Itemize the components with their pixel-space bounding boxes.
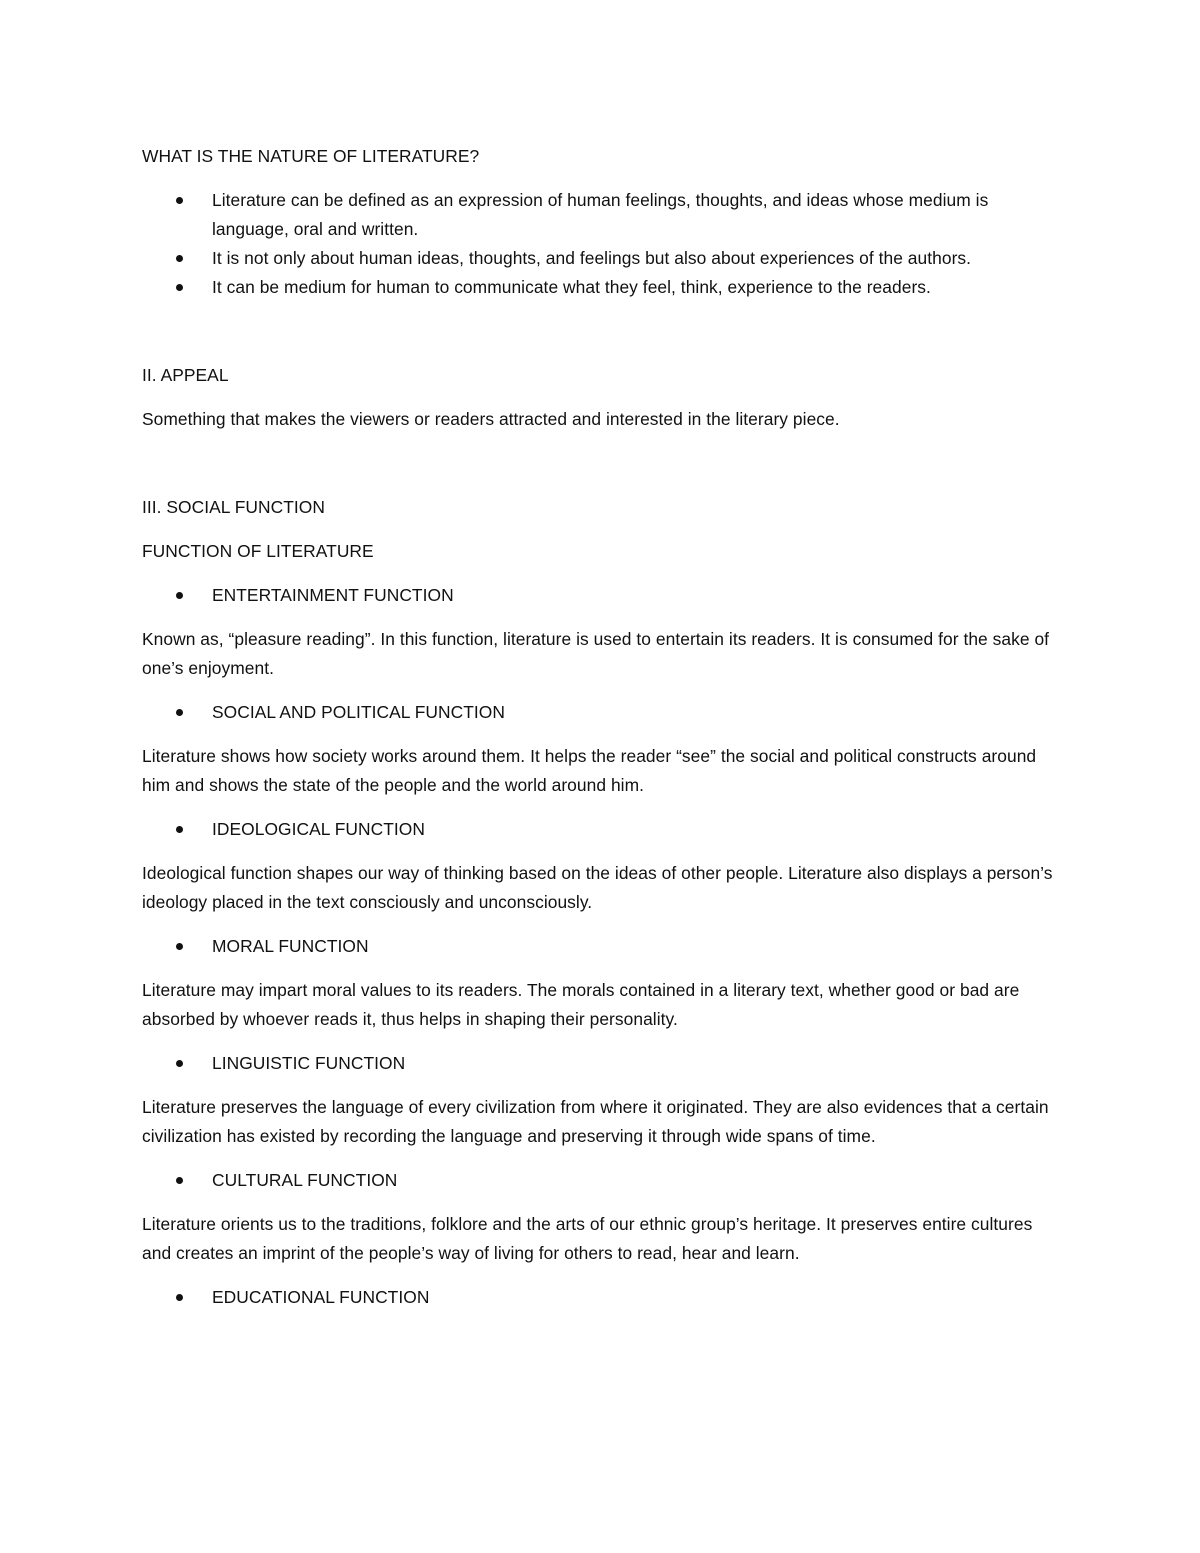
function-name: MORAL FUNCTION [212, 936, 369, 956]
function-description: Known as, “pleasure reading”. In this function, literature is used to entertain its readers. It is consumed for the sake of one’s enjoyment. [142, 629, 1050, 678]
bullet-dot-icon [176, 1177, 183, 1184]
function-name-item [142, 698, 1062, 727]
appeal-heading: II. APPEAL [142, 365, 229, 385]
function-description: Literature shows how society works around them. It helps the reader “see” the social and political constructs around him and shows the state of the people and the world around him. [142, 746, 1037, 795]
function-description: Literature may impart moral values to its readers. The morals contained in a literary text, whether good or bad are absorbed by whoever reads it, thus helps in shaping their personality. [142, 980, 1020, 1029]
function-name: ENTERTAINMENT FUNCTION [212, 585, 454, 605]
function-name: IDEOLOGICAL FUNCTION [212, 819, 425, 839]
function-description: Literature orients us to the traditions, folklore and the arts of our ethnic group’s heritage. It preserves entire cultures and creates an imprint of the people’s way of living for others to read, hear and learn. [142, 1214, 1033, 1263]
nature-bullet-list [142, 186, 1062, 302]
bullet-dot-icon [176, 943, 183, 950]
bullet-dot-icon [176, 1294, 183, 1301]
nature-bullet-item [142, 244, 1062, 273]
functions-heading: FUNCTION OF LITERATURE [142, 541, 374, 561]
bullet-dot-icon [176, 284, 183, 291]
bullet-dot-icon [176, 1060, 183, 1067]
section-spacer [142, 317, 1062, 361]
function-name-item [142, 581, 1062, 610]
function-bullet [142, 932, 1062, 961]
function-name: CULTURAL FUNCTION [212, 1170, 398, 1190]
nature-bullet-item [142, 273, 1062, 302]
function-name-item [142, 932, 1062, 961]
document-body [142, 142, 1062, 1312]
social-function-heading: III. SOCIAL FUNCTION [142, 497, 325, 517]
nature-bullet-item [142, 186, 1062, 244]
function-name: LINGUISTIC FUNCTION [212, 1053, 406, 1073]
appeal-text: Something that makes the viewers or readers attracted and interested in the literary piece. [142, 409, 840, 429]
nature-bullet-text: It can be medium for human to communicate what they feel, think, experience to the readers. [212, 277, 931, 297]
function-bullet [142, 698, 1062, 727]
function-name: SOCIAL AND POLITICAL FUNCTION [212, 702, 505, 722]
function-bullet [142, 1166, 1062, 1195]
function-name-item [142, 815, 1062, 844]
function-name-item [142, 1166, 1062, 1195]
bullet-dot-icon [176, 592, 183, 599]
function-name-item [142, 1049, 1062, 1078]
document-title: WHAT IS THE NATURE OF LITERATURE? [142, 146, 480, 166]
function-name: EDUCATIONAL FUNCTION [212, 1287, 430, 1307]
bullet-dot-icon [176, 255, 183, 262]
function-bullet [142, 1049, 1062, 1078]
nature-bullet-text: Literature can be defined as an expression of human feelings, thoughts, and ideas whose medium is language, oral and written. [212, 190, 989, 239]
bullet-dot-icon [176, 826, 183, 833]
function-bullet [142, 815, 1062, 844]
function-bullet [142, 581, 1062, 610]
function-description: Ideological function shapes our way of thinking based on the ideas of other people. Literature also displays a person’s ideology placed in the text consciously and unconsciously. [142, 863, 1053, 912]
function-description: Literature preserves the language of every civilization from where it originated. They are also evidences that a certain civilization has existed by recording the language and preserving it through wide spans of time. [142, 1097, 1049, 1146]
function-name-item [142, 1283, 1062, 1312]
bullet-dot-icon [176, 197, 183, 204]
function-bullet [142, 1283, 1062, 1312]
nature-bullet-text: It is not only about human ideas, thoughts, and feelings but also about experiences of the authors. [212, 248, 972, 268]
section-spacer [142, 449, 1062, 493]
bullet-dot-icon [176, 709, 183, 716]
